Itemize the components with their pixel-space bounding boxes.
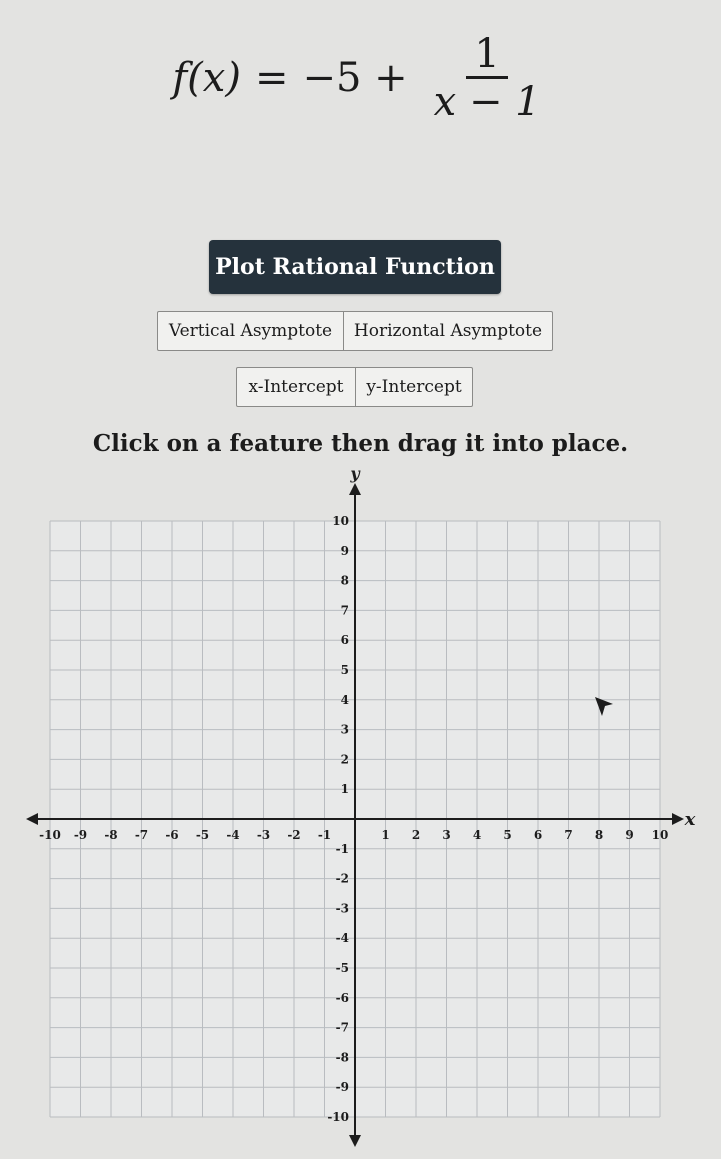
vertical-asymptote-button[interactable]: Vertical Asymptote xyxy=(168,321,333,341)
x-tick-label: -4 xyxy=(226,828,240,842)
x-tick-label: -10 xyxy=(39,828,61,842)
x-tick-label: -9 xyxy=(73,828,88,842)
feature-group-intercepts xyxy=(236,367,473,407)
x-tick-label: 4 xyxy=(472,828,482,842)
y-axis-label: y xyxy=(350,465,360,483)
x-tick-label: 1 xyxy=(381,828,390,842)
y-tick-label: -9 xyxy=(335,1080,349,1095)
y-tick-label: 7 xyxy=(340,603,349,618)
y-tick-label: 5 xyxy=(340,663,349,677)
equation-constant: −5 + xyxy=(302,55,408,101)
x-intercept-button[interactable]: x-Intercept xyxy=(248,377,344,397)
x-tick-label: -1 xyxy=(317,828,332,842)
y-tick-label: -7 xyxy=(335,1020,349,1035)
y-tick-label: 8 xyxy=(340,573,349,588)
y-tick-label: 3 xyxy=(340,722,349,737)
x-tick-label: 8 xyxy=(594,828,604,842)
y-tick-label: 9 xyxy=(340,543,349,558)
x-tick-label: -2 xyxy=(287,828,301,842)
y-tick-label: 1 xyxy=(340,782,349,797)
equation-lhs: f(x) xyxy=(172,55,241,101)
equation-numerator: 1 xyxy=(466,32,507,79)
coordinate-graph[interactable] xyxy=(0,465,721,1159)
y-tick-label: -3 xyxy=(335,901,349,916)
x-tick-label: 6 xyxy=(533,828,543,842)
x-tick-label: 10 xyxy=(651,828,669,842)
x-tick-label: 3 xyxy=(442,828,451,842)
x-tick-label: 2 xyxy=(411,828,421,842)
feature-group-asymptotes xyxy=(157,311,553,351)
plot-rational-function-button[interactable]: Plot Rational Function xyxy=(209,240,501,294)
x-axis-label: x xyxy=(684,809,696,830)
y-tick-label: -5 xyxy=(335,961,349,975)
equation-equals: = xyxy=(254,55,289,101)
y-tick-label: -4 xyxy=(335,931,349,946)
function-equation xyxy=(0,18,721,138)
y-axis-arrow-down-icon xyxy=(349,1135,361,1147)
x-tick-label: -5 xyxy=(195,828,210,842)
horizontal-asymptote-button[interactable]: Horizontal Asymptote xyxy=(343,312,552,350)
y-tick-label: 2 xyxy=(340,752,349,767)
y-tick-label: 4 xyxy=(340,692,349,707)
y-tick-label: 10 xyxy=(332,514,349,528)
y-intercept-button[interactable]: y-Intercept xyxy=(355,368,472,406)
y-tick-label: -1 xyxy=(335,841,349,856)
x-tick-label: -8 xyxy=(104,828,118,842)
x-axis-arrow-right-icon xyxy=(672,813,684,825)
x-tick-label: -3 xyxy=(256,828,271,842)
x-tick-label: 5 xyxy=(503,828,512,842)
y-tick-label: -6 xyxy=(335,990,349,1005)
x-axis-arrow-left-icon xyxy=(26,813,38,825)
y-tick-label: -10 xyxy=(327,1110,349,1124)
instructions-text: Click on a feature then drag it into place. xyxy=(92,430,629,457)
equation-denominator: x − 1 xyxy=(433,78,541,125)
x-tick-label: 9 xyxy=(625,828,634,842)
mouse-pointer-icon xyxy=(593,694,615,720)
y-tick-label: -2 xyxy=(335,871,349,886)
y-tick-label: 6 xyxy=(340,633,349,648)
y-axis-arrow-up-icon xyxy=(349,483,361,495)
x-tick-label: 7 xyxy=(564,828,573,842)
y-tick-label: -8 xyxy=(335,1050,349,1065)
equation-fraction xyxy=(426,32,549,125)
x-tick-label: -7 xyxy=(134,828,149,842)
x-tick-label: -6 xyxy=(165,828,179,842)
